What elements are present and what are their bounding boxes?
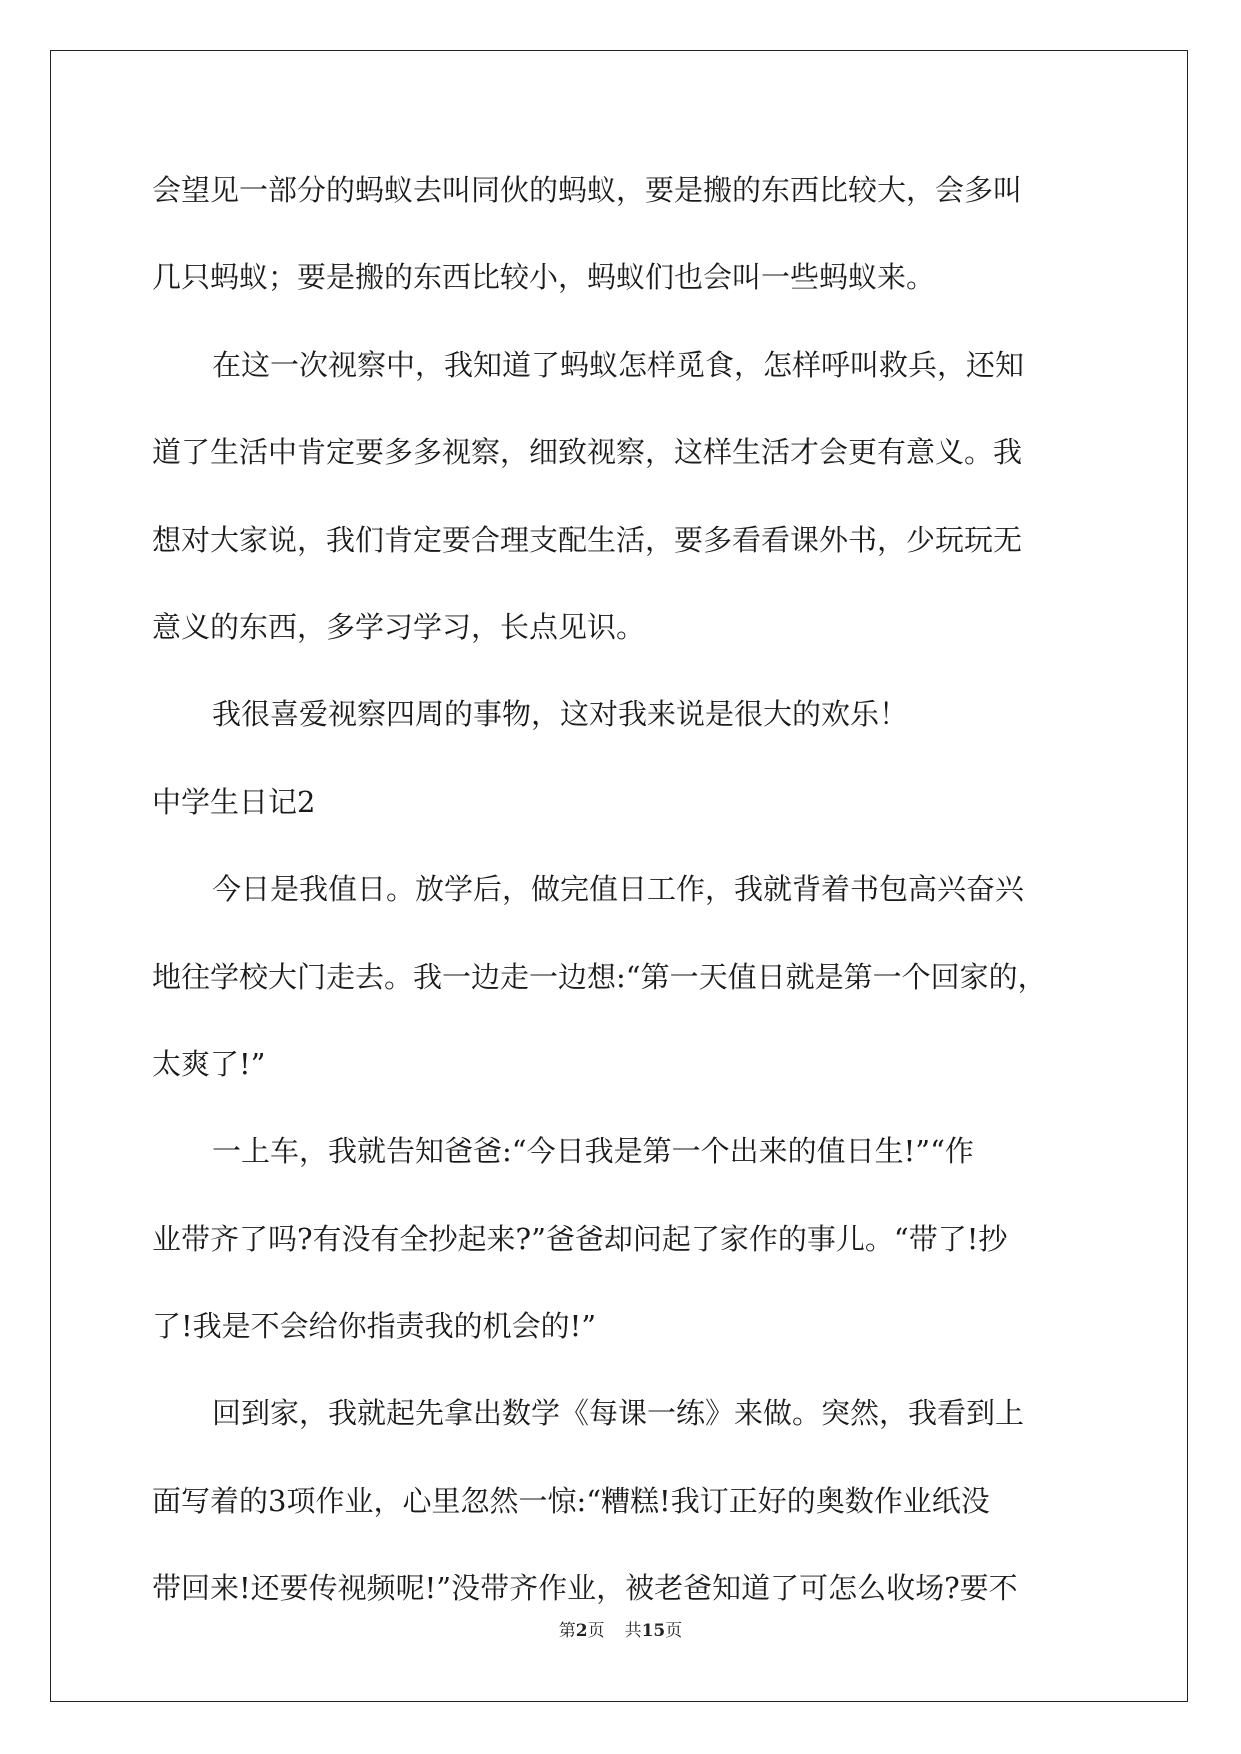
text-line: 意义的东西，多学习学习，长点见识。 bbox=[152, 609, 646, 644]
total-pages: 15 bbox=[641, 1621, 666, 1641]
text-line: 我很喜爱视察四周的事物，这对我来说是很大的欢乐！ bbox=[212, 697, 909, 732]
page-prefix: 第 bbox=[558, 1621, 576, 1641]
text-line: 回到家，我就起先拿出数学《每课一练》来做。突然，我看到上 bbox=[212, 1396, 1025, 1431]
page-suffix: 页 bbox=[587, 1621, 605, 1641]
page-footer bbox=[0, 1616, 1241, 1641]
text-line: 在这一次视察中，我知道了蚂蚁怎样觅食，怎样呼叫救兵，还知 bbox=[212, 347, 1025, 382]
total-suffix: 页 bbox=[665, 1621, 683, 1641]
text-line: 一上车，我就告知爸爸:“今日我是第一个出来的值日生!”“作 bbox=[212, 1134, 974, 1169]
text-line: 了!我是不会给你指责我的机会的!” bbox=[152, 1309, 597, 1344]
text-line: 地往学校大门走去。我一边走一边想:“第一天值日就是第一个回家的， bbox=[152, 959, 1047, 994]
text-line: 几只蚂蚁；要是搬的东西比较小，蚂蚁们也会叫一些蚂蚁来。 bbox=[152, 260, 936, 295]
page-number: 2 bbox=[575, 1621, 588, 1641]
text-line: 今日是我值日。放学后，做完值日工作，我就背着书包高兴奋兴 bbox=[212, 872, 1025, 907]
text-line: 想对大家说，我们肯定要合理支配生活，要多看看课外书，少玩玩无 bbox=[152, 522, 1023, 557]
text-line: 面写着的3项作业，心里忽然一惊:“糟糕!我订正好的奥数作业纸没 bbox=[152, 1483, 990, 1518]
total-prefix: 共 bbox=[624, 1621, 642, 1641]
text-line: 带回来!还要传视频呢!”没带齐作业，被老爸知道了可怎么收场?要不 bbox=[152, 1571, 1018, 1606]
document-body bbox=[152, 160, 1092, 1646]
text-line: 道了生活中肯定要多多视察，细致视察，这样生活才会更有意义。我 bbox=[152, 435, 1023, 470]
text-line: 会望见一部分的蚂蚁去叫同伙的蚂蚁，要是搬的东西比较大，会多叫 bbox=[152, 173, 1023, 207]
text-line: 业带齐了吗?有没有全抄起来?”爸爸却问起了家作的事儿。“带了!抄 bbox=[152, 1221, 1008, 1256]
section-heading: 中学生日记2 bbox=[152, 784, 316, 819]
text-line: 太爽了!” bbox=[152, 1046, 266, 1081]
